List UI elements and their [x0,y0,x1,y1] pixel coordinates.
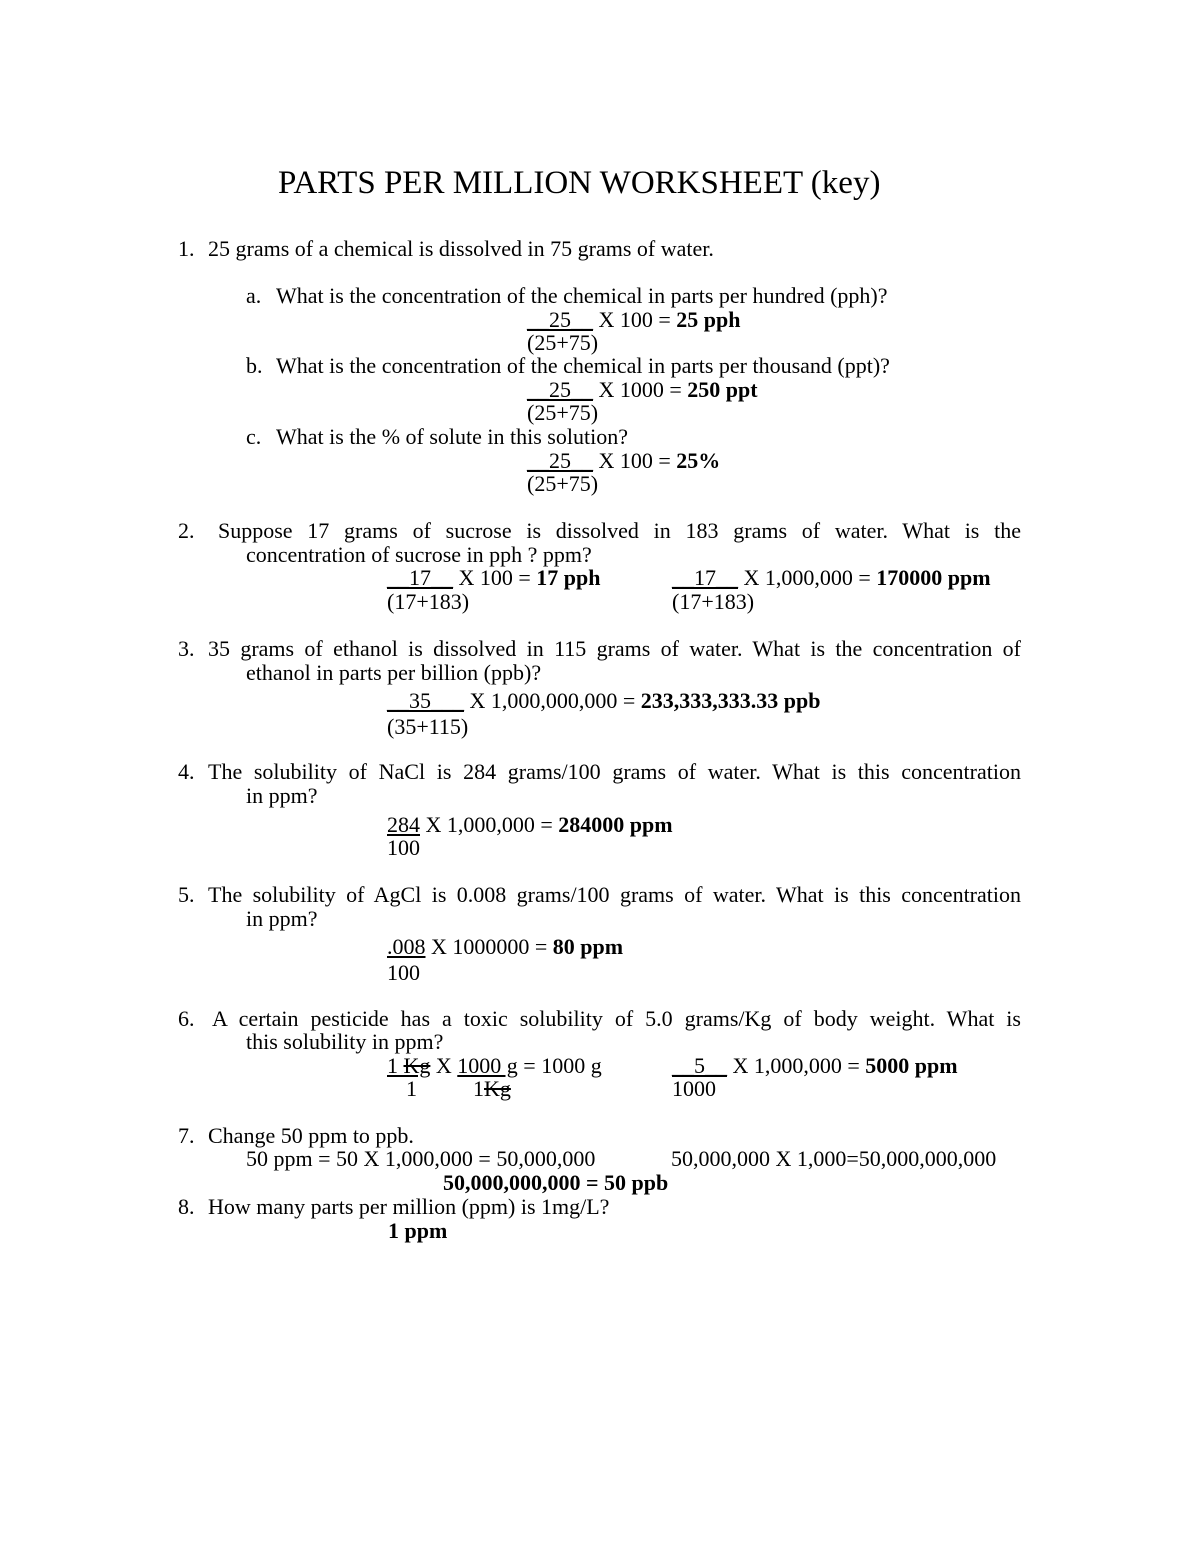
denominator: 100 [387,960,420,985]
conversion-numerator: 1000 g [457,1053,518,1078]
question-number: 5. [178,882,195,907]
calculation [527,450,720,472]
calculation [527,309,741,331]
question-number: 7. [178,1123,195,1148]
conversion-result: = 1000 g [517,1053,602,1078]
numerator: 284 [387,812,420,837]
operator: X [430,1053,458,1078]
answer: 1 ppm [388,1218,448,1243]
question-text: A certain pesticide has a toxic solubility of 5.0 grams/Kg of body weight. What is [212,1006,1021,1031]
question-number: 1. [178,236,195,261]
numerator: __35___ [387,688,464,713]
sub-question-text: What is the concentration of the chemical in parts per hundred (pph)? [276,283,888,308]
calculation-right [672,1055,958,1077]
answer: 5000 ppm [865,1053,958,1078]
cancelled-unit: Kg [484,1076,511,1101]
sub-question-text: What is the % of solute in this solution? [276,424,628,449]
calculation-step: 50 ppm = 50 X 1,000,000 = 50,000,000 [246,1146,596,1171]
sub-question-text: What is the concentration of the chemical in parts per thousand (ppt)? [276,353,890,378]
page-title: PARTS PER MILLION WORKSHEET (key) [278,165,881,201]
operator: X 1000000 = [425,934,553,959]
calculation-step: 50,000,000 X 1,000=50,000,000,000 [671,1146,997,1171]
denominator: 100 [387,835,420,860]
answer: 250 ppt [687,377,758,402]
answer: 80 ppm [552,934,624,959]
question-text-continued: in ppm? [246,906,318,931]
answer: 284000 ppm [558,812,673,837]
unit-conversion [387,1055,602,1077]
operator: X 100 = [593,307,677,332]
question-number: 8. [178,1194,195,1219]
denominator: (25+75) [527,400,599,425]
operator: X 100 = [593,448,677,473]
sub-question-letter: a. [246,283,262,308]
operator: X 1,000,000,000 = [464,688,641,713]
question-text: Change 50 ppm to ppb. [208,1123,414,1148]
question-text: The solubility of NaCl is 284 grams/100 grams of water. What is this concentration [208,759,1021,784]
denominator: (25+75) [527,330,599,355]
denominator: (17+183) [387,589,470,614]
question-number: 4. [178,759,195,784]
denominator: (17+183) [672,589,755,614]
numerator: __25__ [527,448,593,473]
calculation [527,379,758,401]
answer: 50,000,000,000 = 50 ppb [443,1170,669,1195]
conversion-denominator: 1Kg [473,1076,511,1101]
question-text: Suppose 17 grams of sucrose is dissolved in 183 grams of water. What is the [218,518,1021,543]
question-text: 35 grams of ethanol is dissolved in 115 grams of water. What is the concentration of [208,636,1021,661]
operator: X 1,000,000 = [420,812,559,837]
denominator: (25+75) [527,471,599,496]
answer: 25 pph [676,307,741,332]
question-text-continued: in ppm? [246,783,318,808]
question-number: 2. [178,518,195,543]
calculation-left [387,567,601,589]
sub-question-letter: b. [246,353,263,378]
conversion-numerator: 1 Kg [387,1053,431,1078]
denominator: 1000 [672,1076,716,1101]
question-number: 6. [178,1006,195,1031]
operator: X 100 = [453,565,537,590]
calculation-right [672,567,991,589]
denominator: (35+115) [387,714,469,739]
numerator: __17__ [387,565,453,590]
calculation [387,690,821,712]
numerator: __17__ [672,565,738,590]
question-number: 3. [178,636,195,661]
calculation [387,936,623,958]
numerator: __5__ [672,1053,727,1078]
numerator: __25__ [527,307,593,332]
answer: 233,333,333.33 ppb [640,688,821,713]
answer: 17 pph [536,565,601,590]
question-text-continued: concentration of sucrose in pph ? ppm? [246,542,592,567]
question-text: How many parts per million (ppm) is 1mg/L? [208,1194,610,1219]
question-text: 25 grams of a chemical is dissolved in 75 grams of water. [208,236,714,261]
numerator: .008 [387,934,426,959]
numerator: __25__ [527,377,593,402]
sub-question-letter: c. [246,424,262,449]
answer: 25% [676,448,721,473]
question-text-continued: ethanol in parts per billion (ppb)? [246,660,542,685]
operator: X 1,000,000 = [727,1053,866,1078]
calculation [387,814,673,836]
operator: X 1000 = [593,377,688,402]
question-text-continued: this solubility in ppm? [246,1029,444,1054]
operator: X 1,000,000 = [738,565,877,590]
cancelled-unit: Kg [403,1053,431,1078]
answer: 170000 ppm [876,565,991,590]
conversion-denominator: 1 [406,1076,417,1101]
question-text: The solubility of AgCl is 0.008 grams/100 grams of water. What is this concentration [208,882,1021,907]
